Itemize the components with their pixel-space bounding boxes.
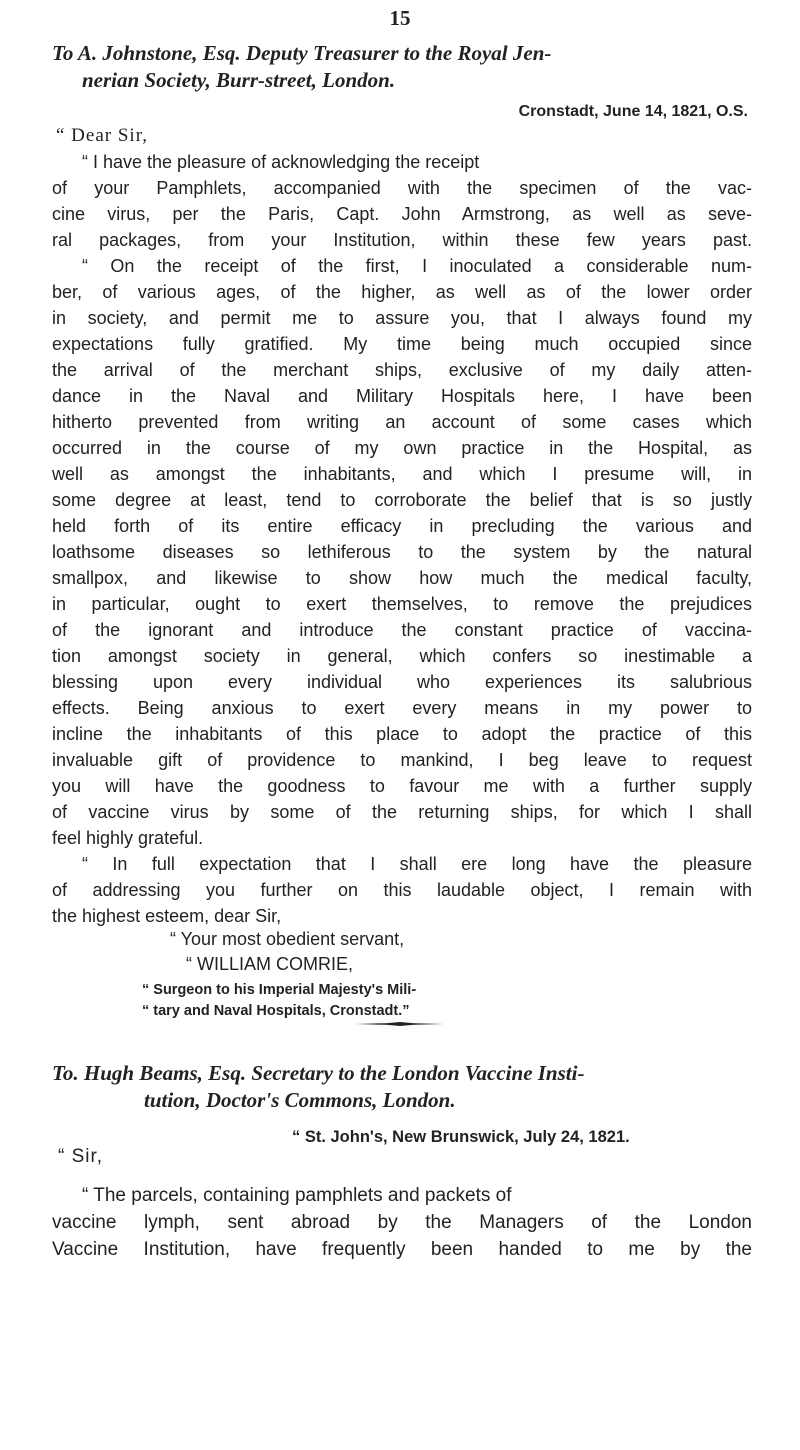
letter2-heading-line: To. Hugh Beams, Esq. Secretary to the London Vaccine Insti-: [52, 1061, 585, 1085]
body-line: occurred in the course of my own practice in the Hospital, as: [52, 438, 752, 458]
letter1-signature-title: [142, 980, 416, 1022]
body-line: Vaccine Institution, have frequently been handed to me by the: [52, 1239, 752, 1260]
body-line: incline the inhabitants of this place to adopt the practice of this: [52, 724, 752, 744]
letter2-dateline: “ St. John's, New Brunswick, July 24, 1821.: [292, 1128, 630, 1146]
body-line: invaluable gift of providence to mankind, I beg leave to request: [52, 750, 752, 770]
body-line: ral packages, from your Institution, within these few years past.: [52, 230, 752, 250]
body-line: the arrival of the merchant ships, exclusive of my daily atten-: [52, 360, 752, 380]
letter2-heading-line: tution, Doctor's Commons, London.: [144, 1088, 456, 1112]
body-line: “ I have the pleasure of acknowledging the receipt: [82, 152, 480, 172]
body-line: cine virus, per the Paris, Capt. John Armstrong, as well as seve-: [52, 204, 752, 224]
letter2-body: [52, 1182, 752, 1263]
body-line: “ The parcels, containing pamphlets and packets of: [82, 1185, 512, 1206]
page-number: 15: [389, 6, 411, 30]
letter1-closing: “ Your most obedient servant,: [170, 929, 405, 949]
body-line: tion amongst society in general, which confers so inestimable a: [52, 646, 752, 666]
body-line: you will have the goodness to favour me with a further supply: [52, 776, 752, 796]
body-line: of your Pamphlets, accompanied with the specimen of the vac-: [52, 178, 752, 198]
letter2-heading: [52, 1060, 752, 1114]
letter1-dateline: Cronstadt, June 14, 1821, O.S.: [518, 103, 748, 120]
body-line: “ On the receipt of the first, I inoculated a considerable num-: [82, 256, 752, 276]
section-divider: [356, 1022, 444, 1026]
body-line: of vaccine virus by some of the returning ships, for which I shall: [52, 802, 752, 822]
letter1-body: [52, 149, 752, 929]
body-line: effects. Being anxious to exert every means in my power to: [52, 698, 752, 718]
body-line: in society, and permit me to assure you, that I always found my: [52, 308, 752, 328]
body-line: “ In full expectation that I shall ere long have the pleasure: [82, 854, 752, 874]
body-line: the highest esteem, dear Sir,: [52, 906, 282, 926]
body-line: ber, of various ages, of the higher, as well as of the lower order: [52, 282, 752, 302]
letter1-salutation: “ Dear Sir,: [56, 125, 149, 146]
body-line: hitherto prevented from writing an account of some cases which: [52, 412, 752, 432]
body-line: of the ignorant and introduce the constant practice of vaccina-: [52, 620, 752, 640]
body-line: feel highly grateful.: [52, 828, 204, 848]
signature-title-line: “ Surgeon to his Imperial Majesty's Mili-: [142, 982, 417, 998]
body-line: vaccine lymph, sent abroad by the Managers of the London: [52, 1212, 752, 1233]
body-line: expectations fully gratified. My time being much occupied since: [52, 334, 752, 354]
letter1-signature: “ WILLIAM COMRIE,: [186, 954, 354, 974]
letter1-heading-line: nerian Society, Burr-street, London.: [82, 68, 396, 92]
body-line: blessing upon every individual who experiences its salubrious: [52, 672, 752, 692]
body-line: held forth of its entire efficacy in precluding the various and: [52, 516, 752, 536]
body-line: dance in the Naval and Military Hospitals here, I have been: [52, 386, 752, 406]
letter2-salutation: “ Sir,: [58, 1146, 104, 1167]
body-line: in particular, ought to exert themselves, to remove the prejudices: [52, 594, 752, 614]
letter1-heading: [52, 40, 752, 94]
body-line: loathsome diseases so lethiferous to the system by the natural: [52, 542, 752, 562]
body-line: some degree at least, tend to corroborate the belief that is so justly: [52, 490, 752, 510]
body-line: well as amongst the inhabitants, and which I presume will, in: [52, 464, 752, 484]
signature-title-line: “ tary and Naval Hospitals, Cronstadt.”: [142, 1003, 410, 1019]
body-line: smallpox, and likewise to show how much the medical faculty,: [52, 568, 752, 588]
letter1-heading-line: To A. Johnstone, Esq. Deputy Treasurer to the Royal Jen-: [52, 41, 552, 65]
body-line: of addressing you further on this laudable object, I remain with: [52, 880, 752, 900]
